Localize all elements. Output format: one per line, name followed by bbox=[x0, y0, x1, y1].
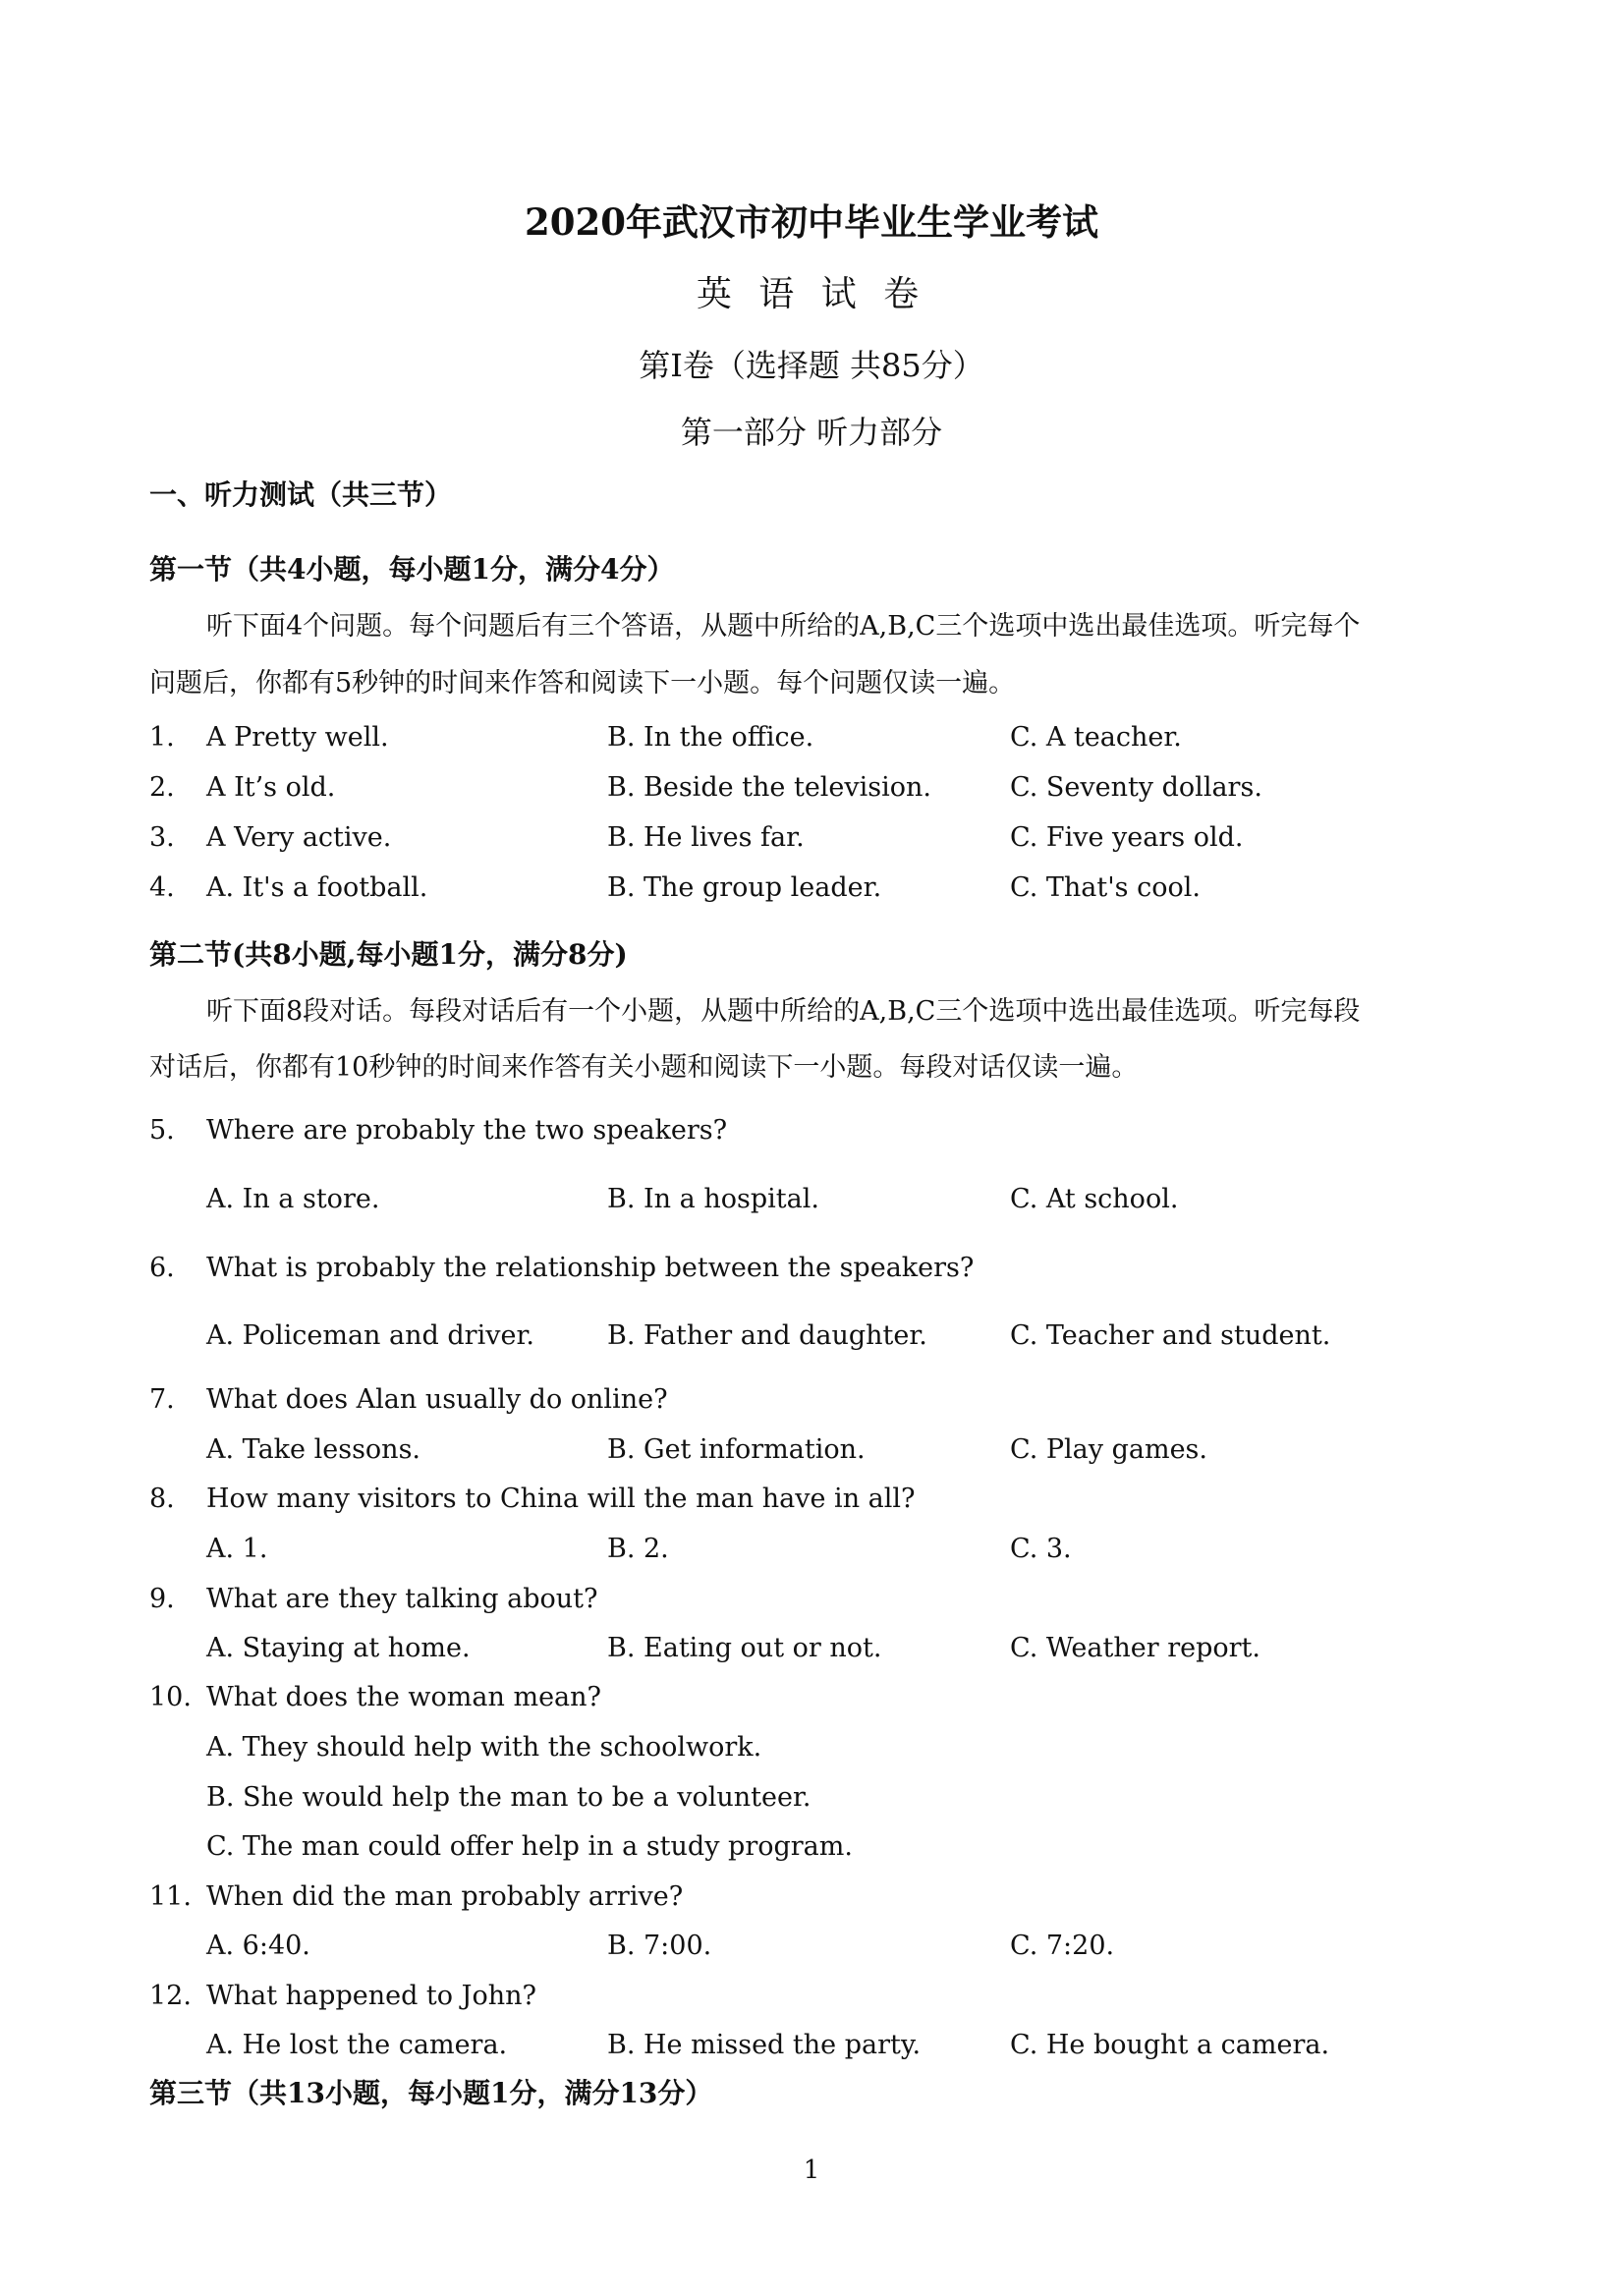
section2-instruction-line1: 听下面8段对话。每段对话后有一个小题，从题中所给的A,B,C三个选项中选出最佳选项。听完每段 bbox=[206, 996, 1361, 1027]
question-text: What is probably the relationship between the speakers? bbox=[206, 1253, 975, 1283]
option-c: C. He bought a camera. bbox=[1010, 2030, 1330, 2060]
option-b: B. She would help the man to be a volunteer. bbox=[206, 1782, 812, 1813]
option-c: C. Play games. bbox=[1010, 1434, 1207, 1465]
exam-title: 2020年武汉市初中毕业生学业考试 bbox=[525, 200, 1098, 244]
section3-heading: 第三节（共13小题，每小题1分，满分13分） bbox=[149, 2077, 713, 2109]
option-a: A. It's a football. bbox=[206, 872, 428, 903]
option-a: A. He lost the camera. bbox=[206, 2030, 508, 2060]
option-c: C. A teacher. bbox=[1010, 722, 1182, 753]
option-c: C. 7:20. bbox=[1010, 1931, 1115, 1961]
option-a: A. In a store. bbox=[206, 1184, 380, 1214]
option-a: A. They should help with the schoolwork. bbox=[206, 1732, 762, 1763]
option-c: C. That's cool. bbox=[1010, 872, 1201, 903]
option-b: B. 7:00. bbox=[607, 1931, 712, 1961]
question-number: 4. bbox=[149, 872, 175, 903]
section2-heading: 第二节(共8小题,每小题1分，满分8分) bbox=[149, 938, 628, 971]
section1-heading: 第一节（共4小题，每小题1分，满分4分） bbox=[149, 553, 675, 586]
question-number: 10. bbox=[149, 1682, 192, 1712]
option-b: B. Get information. bbox=[607, 1434, 866, 1465]
question-number: 1. bbox=[149, 722, 175, 753]
option-c: C. Five years old. bbox=[1010, 822, 1244, 853]
option-b: B. 2. bbox=[607, 1534, 669, 1564]
option-c: C. 3. bbox=[1010, 1534, 1072, 1564]
option-b: B. Eating out or not. bbox=[607, 1633, 882, 1663]
question-text: What happened to John? bbox=[206, 1981, 536, 2011]
question-text: What does Alan usually do online? bbox=[206, 1384, 668, 1415]
option-a: A. Take lessons. bbox=[206, 1434, 421, 1465]
option-b: B. In the office. bbox=[607, 722, 814, 753]
question-number: 7. bbox=[149, 1384, 175, 1415]
exam-subtitle: 英 语 试 卷 bbox=[696, 274, 927, 314]
option-b: B. In a hospital. bbox=[607, 1184, 819, 1214]
option-b: B. Beside the television. bbox=[607, 772, 932, 803]
option-c: C. Seventy dollars. bbox=[1010, 772, 1262, 803]
option-a: A. Staying at home. bbox=[206, 1633, 471, 1663]
question-text: How many visitors to China will the man have in all? bbox=[206, 1484, 916, 1514]
option-c: C. Weather report. bbox=[1010, 1633, 1260, 1663]
option-a: A. 1. bbox=[206, 1534, 268, 1564]
option-a: A. Policeman and driver. bbox=[206, 1320, 534, 1351]
option-a: A Pretty well. bbox=[206, 722, 389, 753]
option-c: C. At school. bbox=[1010, 1184, 1179, 1214]
page-number: 1 bbox=[803, 2156, 820, 2185]
option-a: A. 6:40. bbox=[206, 1931, 310, 1961]
question-number: 6. bbox=[149, 1253, 175, 1283]
question-text: Where are probably the two speakers? bbox=[206, 1115, 728, 1146]
option-a: A Very active. bbox=[206, 822, 392, 853]
question-number: 12. bbox=[149, 1981, 192, 2011]
option-a: A It’s old. bbox=[206, 772, 336, 803]
question-number: 5. bbox=[149, 1115, 175, 1146]
section1-instruction-line1: 听下面4个问题。每个问题后有三个答语，从题中所给的A,B,C三个选项中选出最佳选项。听完每个 bbox=[206, 611, 1361, 642]
option-b: B. The group leader. bbox=[607, 872, 882, 903]
option-c: C. Teacher and student. bbox=[1010, 1320, 1331, 1351]
question-number: 2. bbox=[149, 772, 175, 803]
option-b: B. He missed the party. bbox=[607, 2030, 922, 2060]
volume-heading: 第Ⅰ卷（选择题 共85分） bbox=[639, 347, 984, 384]
question-number: 9. bbox=[149, 1584, 175, 1614]
question-text: What does the woman mean? bbox=[206, 1682, 602, 1712]
section1-instruction-line2: 问题后，你都有5秒钟的时间来作答和阅读下一小题。每个问题仅读一遍。 bbox=[149, 668, 1016, 699]
question-text: What are they talking about? bbox=[206, 1584, 598, 1614]
option-c: C. The man could offer help in a study program. bbox=[206, 1831, 853, 1862]
section-main-heading: 一、听力测试（共三节） bbox=[149, 478, 453, 511]
option-b: B. Father and daughter. bbox=[607, 1320, 927, 1351]
option-b: B. He lives far. bbox=[607, 822, 805, 853]
question-number: 8. bbox=[149, 1484, 175, 1514]
part-heading: 第一部分 听力部分 bbox=[680, 414, 943, 451]
question-number: 3. bbox=[149, 822, 175, 853]
question-text: When did the man probably arrive? bbox=[206, 1881, 684, 1912]
question-number: 11. bbox=[149, 1881, 192, 1912]
section2-instruction-line2: 对话后，你都有10秒钟的时间来作答有关小题和阅读下一小题。每段对话仅读一遍。 bbox=[149, 1052, 1139, 1083]
